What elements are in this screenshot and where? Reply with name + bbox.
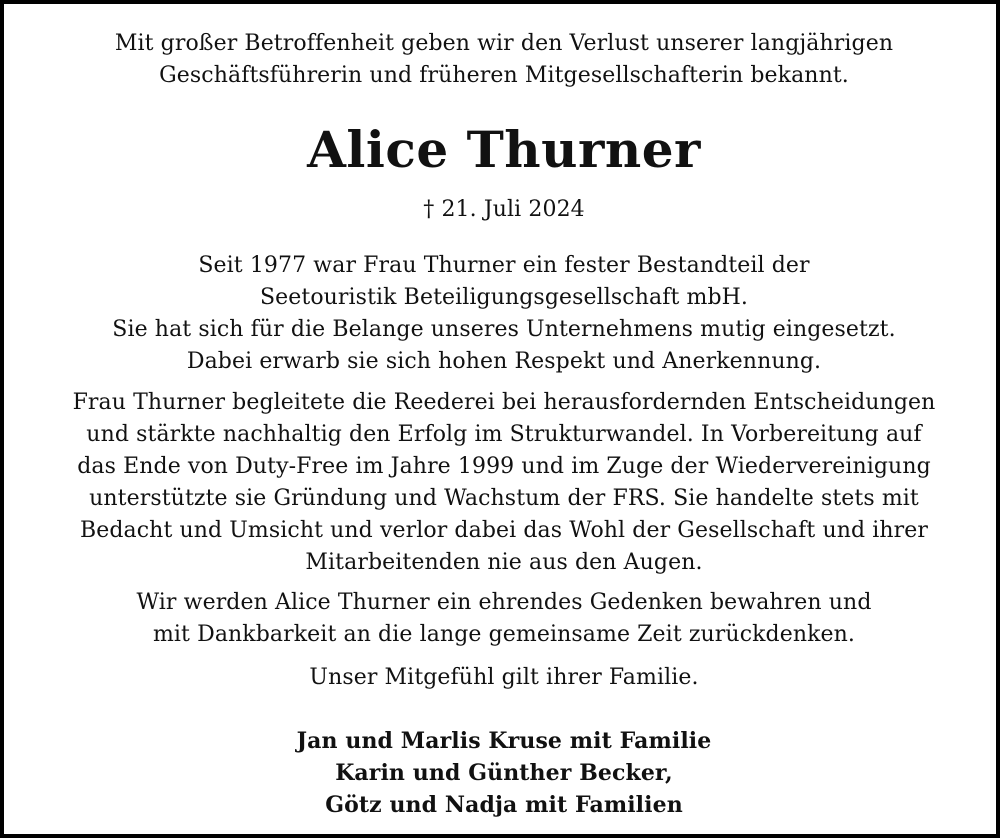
intro-line-1: Mit großer Betroffenheit geben wir den Verlust unserer langjährigen bbox=[114, 31, 894, 56]
paragraph2-line-5: Bedacht und Umsicht und verlor dabei das Wohl der Gesellschaft und ihrer bbox=[79, 518, 929, 543]
paragraph3-line-2: mit Dankbarkeit an die lange gemeinsame Zeit zurückdenken. bbox=[152, 622, 856, 647]
intro-line-2: Geschäftsführerin und früheren Mitgesellschafterin bekannt. bbox=[159, 63, 849, 88]
paragraph1-line-1: Seit 1977 war Frau Thurner ein fester Bestandteil der bbox=[198, 253, 810, 278]
death-date-line bbox=[4, 194, 1000, 226]
paragraph1-line-4: Dabei erwarb sie sich hohen Respekt und Anerkennung. bbox=[186, 349, 822, 374]
condolence-line: Unser Mitgefühl gilt ihrer Familie. bbox=[309, 665, 699, 690]
deceased-name: Alice Thurner bbox=[307, 120, 701, 179]
signatory-1: Jan und Marlis Kruse mit Familie bbox=[296, 728, 712, 754]
paragraph2-line-3: das Ende von Duty-Free im Jahre 1999 und im Zuge der Wiedervereinigung bbox=[77, 454, 931, 479]
paragraph1-line-3: Sie hat sich für die Belange unseres Unternehmens mutig eingesetzt. bbox=[112, 317, 896, 342]
paragraph1-line-2: Seetouristik Beteiligungsgesellschaft mbH. bbox=[259, 285, 749, 310]
signatory-2: Karin und Günther Becker, bbox=[335, 760, 673, 786]
paragraph2-line-2: und stärkte nachhaltig den Erfolg im Strukturwandel. In Vorbereitung auf bbox=[86, 422, 922, 447]
death-date: 21. Juli 2024 bbox=[441, 197, 585, 222]
paragraph3-line-1: Wir werden Alice Thurner ein ehrendes Gedenken bewahren und bbox=[136, 590, 872, 615]
cross-icon: † bbox=[423, 197, 435, 222]
paragraph2-line-6: Mitarbeitenden nie aus den Augen. bbox=[305, 550, 703, 575]
paragraph2-line-4: unterstützte sie Gründung und Wachstum der FRS. Sie handelte stets mit bbox=[89, 486, 919, 511]
signatory-3: Götz und Nadja mit Familien bbox=[325, 792, 683, 818]
paragraph2-line-1: Frau Thurner begleitete die Reederei bei herausfordernden Entscheidungen bbox=[72, 390, 936, 415]
